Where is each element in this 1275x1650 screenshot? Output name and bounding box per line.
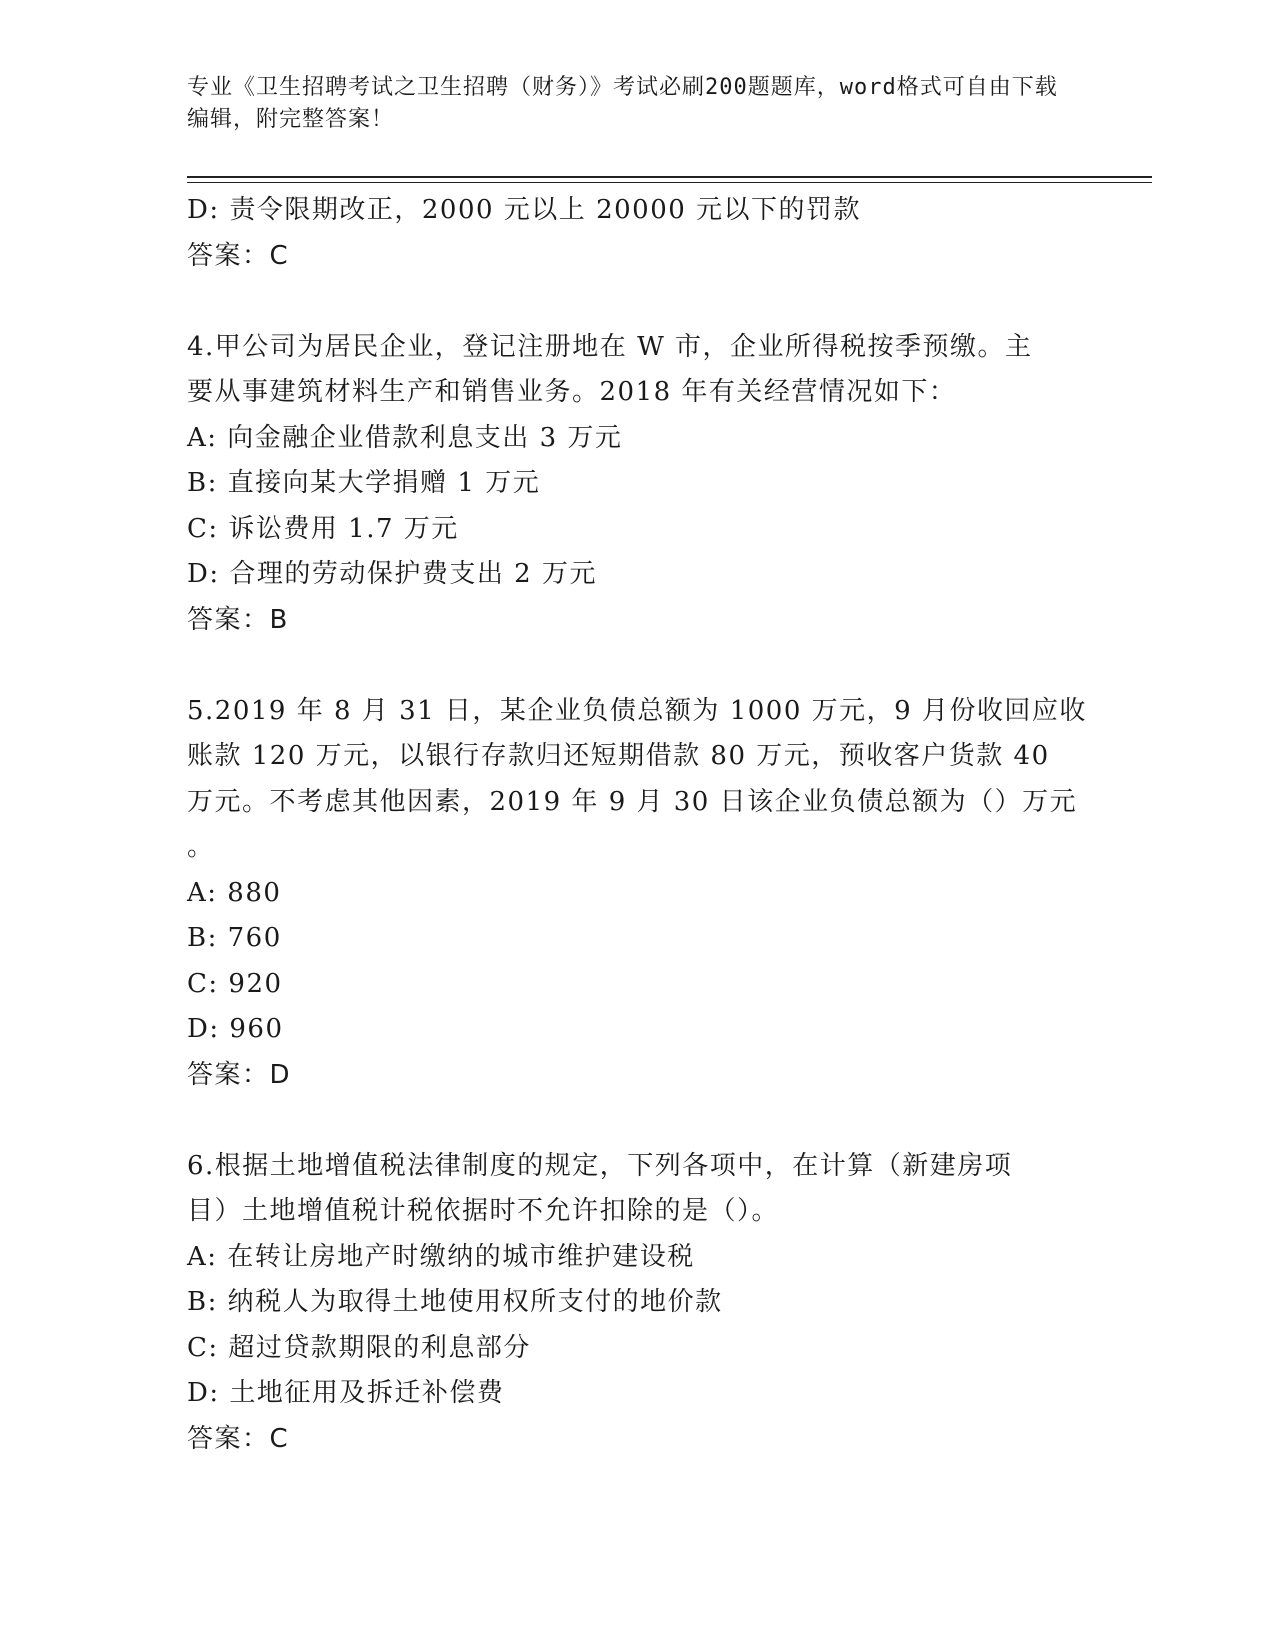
option-a: A: 在转让房地产时缴纳的城市维护建设税 — [187, 1241, 695, 1272]
option-a: A: 880 — [187, 877, 282, 908]
answer-label: 答案：B — [187, 604, 289, 635]
option-b: B: 760 — [187, 923, 282, 953]
question-3-tail — [187, 188, 1087, 279]
option-d: D: 960 — [187, 1014, 284, 1044]
question-list — [187, 188, 1087, 1462]
document-header — [187, 72, 1067, 136]
option-c: C: 诉讼费用 1.7 万元 — [187, 513, 459, 544]
option-b: B: 直接向某大学捐赠 1 万元 — [187, 468, 541, 498]
question-stem: 目）土地增值税计税依据时不允许扣除的是（）。 — [187, 1196, 780, 1226]
question-stem: 5.2019 年 8 月 31 日，某企业负债总额为 1000 万元，9 月份收回应收 — [187, 695, 1087, 726]
spacer — [187, 1098, 1087, 1144]
option-c: C: 超过贷款期限的利息部分 — [187, 1332, 531, 1363]
question-stem: 万元。不考虑其他因素，2019 年 9 月 30 日该企业负债总额为（）万元 — [187, 786, 1078, 817]
option-a: A: 向金融企业借款利息支出 3 万元 — [187, 422, 623, 453]
answer-label: 答案：C — [187, 240, 290, 271]
question-stem: 。 — [187, 832, 215, 862]
answer-label: 答案：C — [187, 1423, 290, 1454]
question-stem: 要从事建筑材料生产和销售业务。2018 年有关经营情况如下： — [187, 377, 957, 407]
option-b: B: 纳税人为取得土地使用权所支付的地价款 — [187, 1287, 723, 1317]
question-6 — [187, 1144, 1087, 1463]
question-stem: 6.根据土地增值税法律制度的规定，下列各项中，在计算（新建房项 — [187, 1150, 1013, 1181]
option-d: D: 责令限期改正，2000 元以上 20000 元以下的罚款 — [187, 195, 862, 225]
spacer — [187, 279, 1087, 325]
question-stem: 账款 120 万元，以银行存款归还短期借款 80 万元，预收客户货款 40 — [187, 741, 1050, 771]
question-4 — [187, 325, 1087, 644]
answer-label: 答案：D — [187, 1059, 292, 1090]
header-divider-thin — [187, 182, 1152, 183]
header-divider-thick — [187, 176, 1152, 178]
spacer — [187, 643, 1087, 689]
option-c: C: 920 — [187, 968, 283, 999]
option-d: D: 合理的劳动保护费支出 2 万元 — [187, 559, 597, 589]
question-stem: 4.甲公司为居民企业，登记注册地在 W 市，企业所得税按季预缴。主 — [187, 331, 1033, 362]
option-d: D: 土地征用及拆迁补偿费 — [187, 1378, 505, 1408]
header-title: 专业《卫生招聘考试之卫生招聘（财务）》考试必刷200题题库，word格式可自由下载编辑，附完整答案！ — [187, 75, 1058, 132]
question-5 — [187, 689, 1087, 1099]
